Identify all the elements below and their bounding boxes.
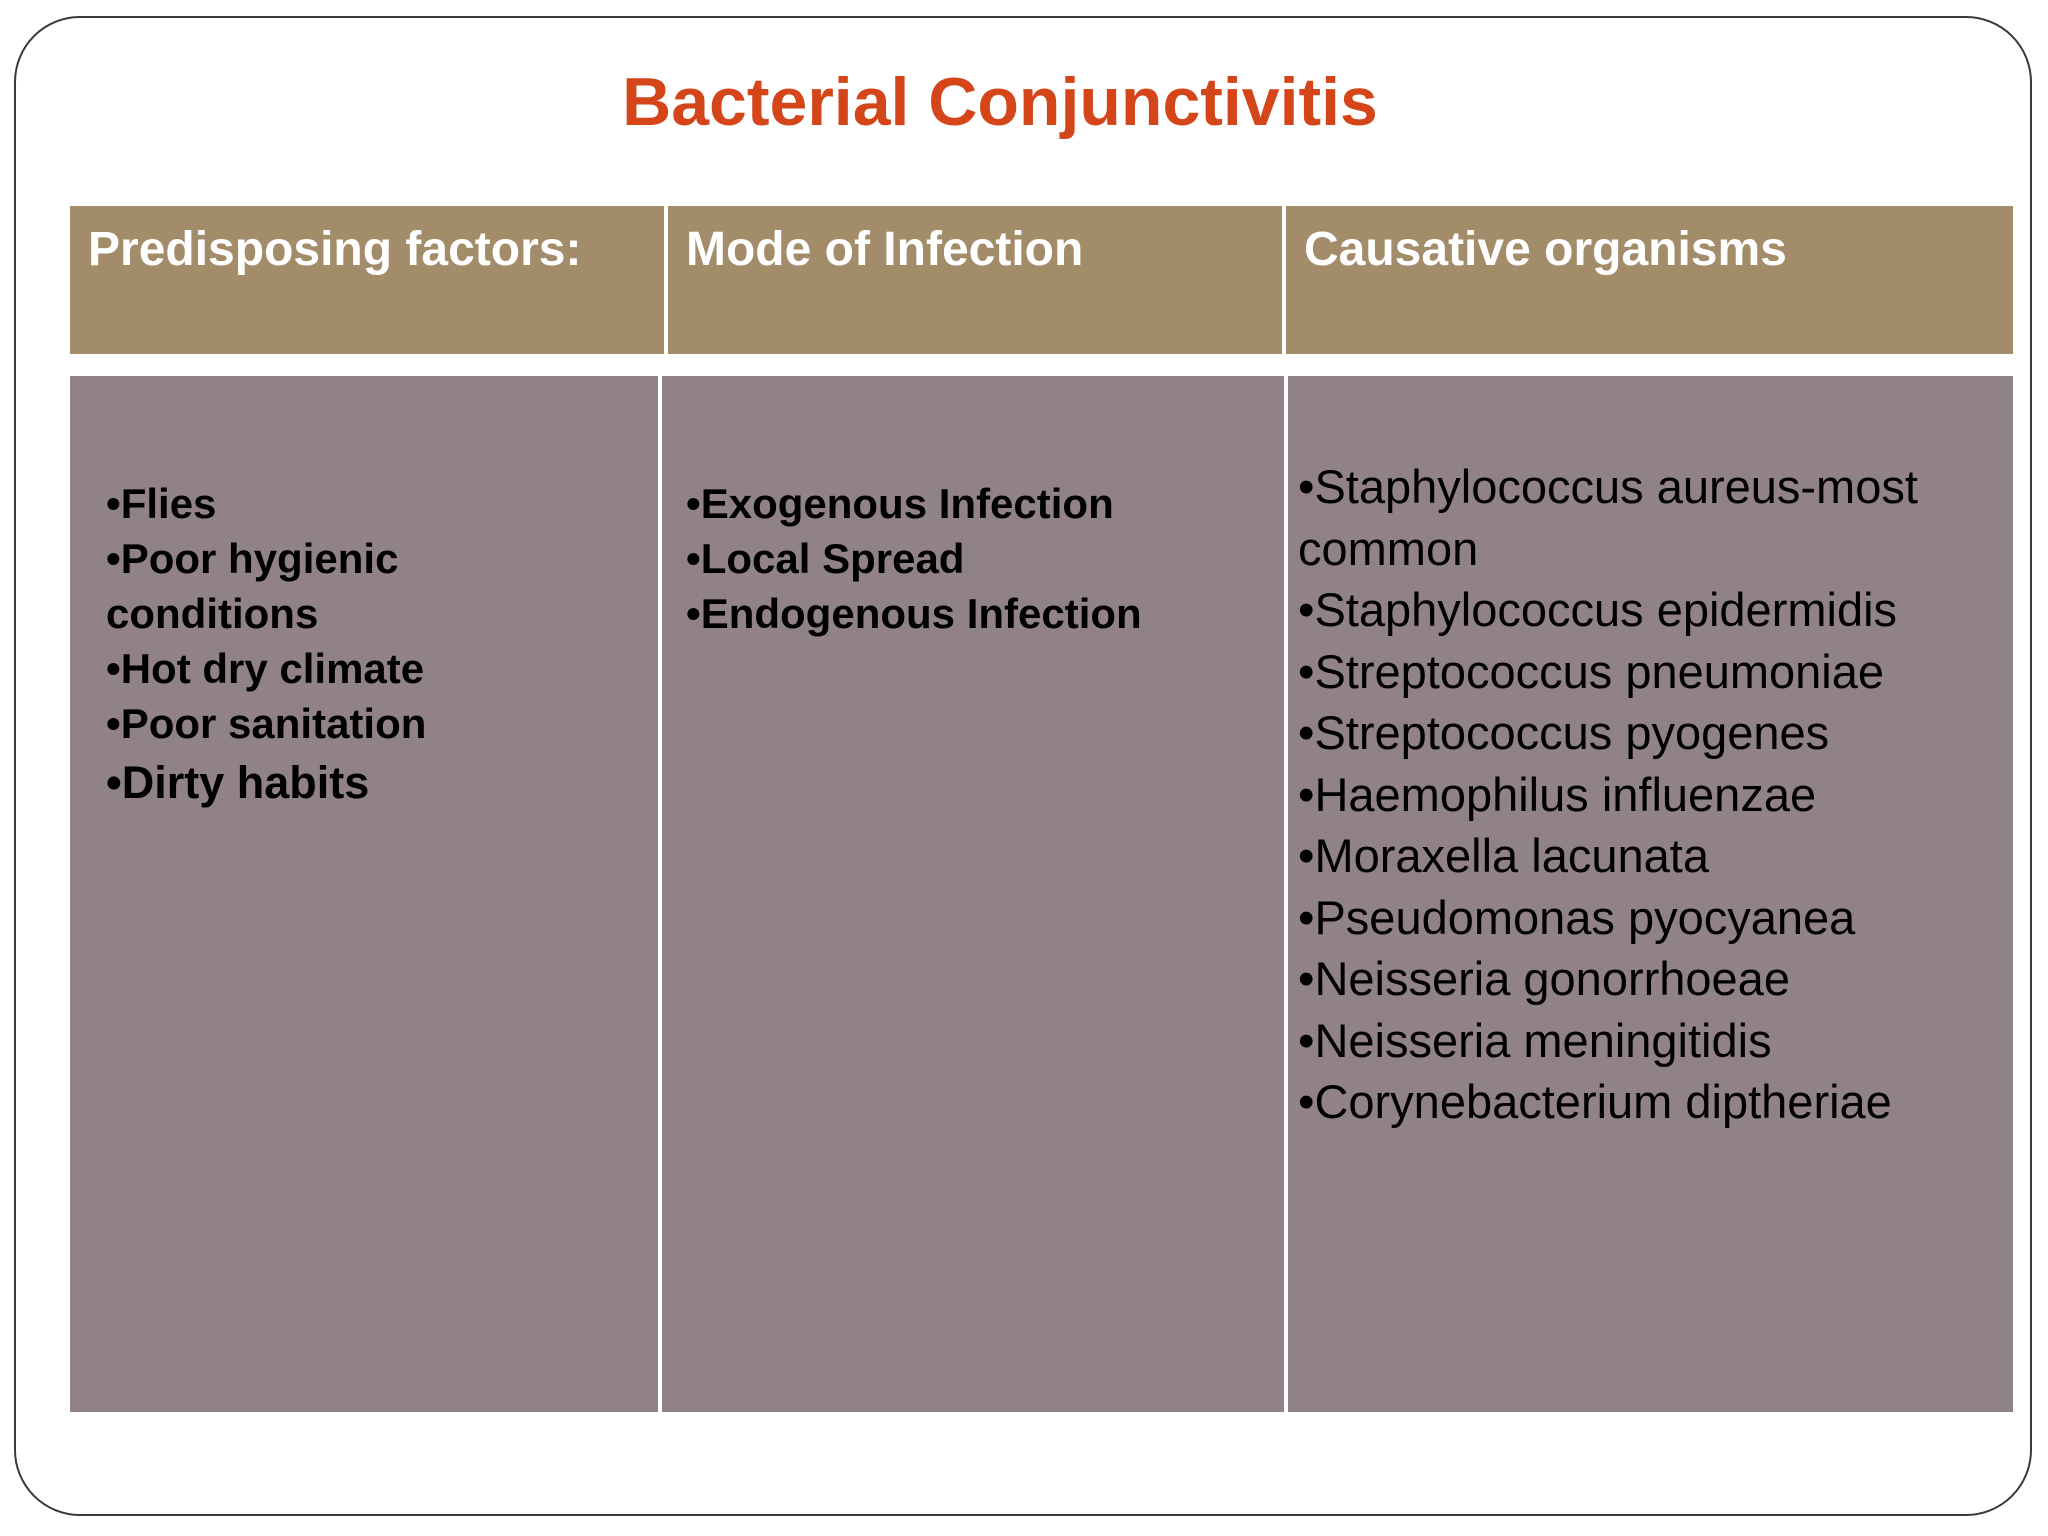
header-mode-of-infection: Mode of Infection [668,206,1282,354]
list-item: •Haemophilus influenzae [1298,767,1817,821]
list-item: •Hot dry climate [106,645,425,692]
list-item: •Dirty habits [106,757,370,808]
list-item: •Streptococcus pneumoniae [1298,644,1885,698]
list-item: •Staphylococcus aureus-most [1298,460,1918,513]
list-item: •Endogenous Infection [686,590,1142,637]
list-item: •Staphylococcus epidermidis [1298,583,1898,636]
list-item: •Local Spread [686,535,965,582]
list-item: •Poor sanitation [106,700,427,747]
modes-of-infection-list [686,476,1284,641]
list-item: •Neisseria gonorrhoeae [1298,952,1790,1005]
causative-organisms-list [1298,456,2013,1133]
list-item: •Pseudomonas pyocyanea [1298,890,1856,944]
list-item: conditions [106,590,319,637]
cell-predisposing-factors [70,376,658,1412]
list-item: common [1298,521,1479,575]
list-item: •Moraxella lacunata [1298,829,1709,882]
header-causative-organisms: Causative organisms [1286,206,2013,354]
list-item: •Corynebacterium diptheriae [1298,1075,1892,1128]
slide-title: Bacterial Conjunctivitis [622,64,1378,140]
predisposing-factors-list [106,476,658,810]
table-body-row [70,376,2013,1412]
list-item: •Exogenous Infection [686,480,1114,527]
list-item: •Neisseria meningitidis [1298,1013,1772,1067]
header-predisposing-factors: Predisposing factors: [70,206,664,354]
list-item: •Streptococcus pyogenes [1298,706,1830,759]
cell-mode-of-infection [662,376,1284,1412]
table-header-row [70,206,2013,354]
list-item: •Flies [106,480,217,527]
cell-causative-organisms [1288,376,2013,1412]
list-item: •Poor hygienic [106,535,399,582]
